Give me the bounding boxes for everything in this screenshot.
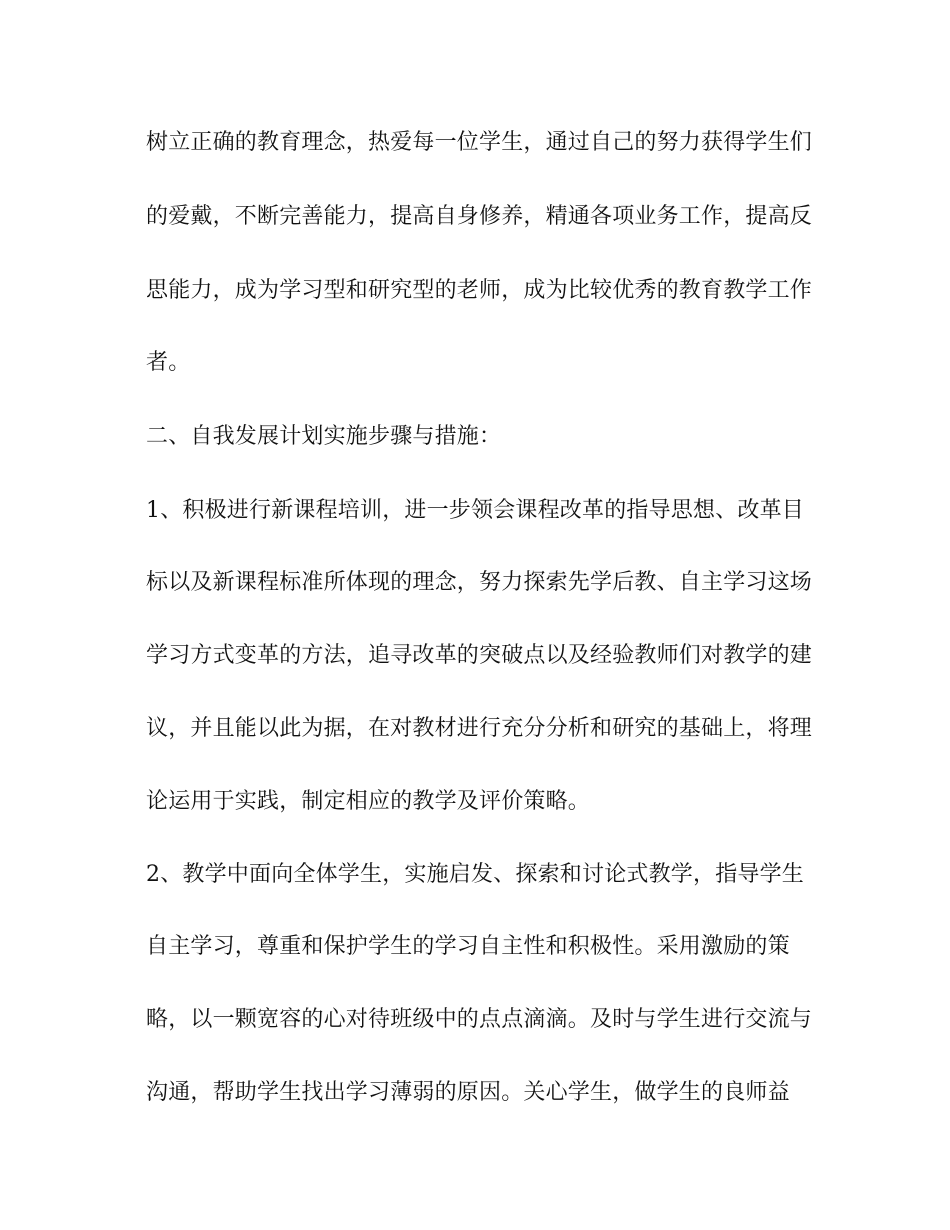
section-heading: 二、自我发展计划实施步骤与措施： [146,424,502,449]
text-line: 1、积极进行新课程培训，进一步领会课程改革的指导思想、改革目 [146,498,804,523]
text-line: 学习方式变革的方法，追寻改革的突破点以及经验教师们对教学的建 [146,643,813,668]
text-line: 论运用于实践，制定相应的教学及评价策略。 [146,789,591,814]
text-line: 者。 [146,350,191,375]
text-line: 的爱戴，不断完善能力，提高自身修养，精通各项业务工作，提高反 [146,204,813,229]
text-line: 树立正确的教育理念，热爱每一位学生，通过自己的努力获得学生们 [146,130,813,155]
text-line: 思能力，成为学习型和研究型的老师，成为比较优秀的教育教学工作 [146,278,813,303]
text-line: 自主学习，尊重和保护学生的学习自主性和积极性。采用激励的策 [146,934,790,959]
text-line: 标以及新课程标准所体现的理念，努力探索先学后教、自主学习这场 [146,570,813,595]
text-line: 2、教学中面向全体学生，实施启发、探索和讨论式教学，指导学生 [146,862,804,887]
text-line: 略，以一颗宽容的心对待班级中的点点滴滴。及时与学生进行交流与 [146,1007,813,1032]
text-line: 沟通，帮助学生找出学习薄弱的原因。关心学生，做学生的良师益 [146,1080,790,1105]
text-line: 议，并且能以此为据，在对教材进行充分分析和研究的基础上，将理 [146,716,813,741]
